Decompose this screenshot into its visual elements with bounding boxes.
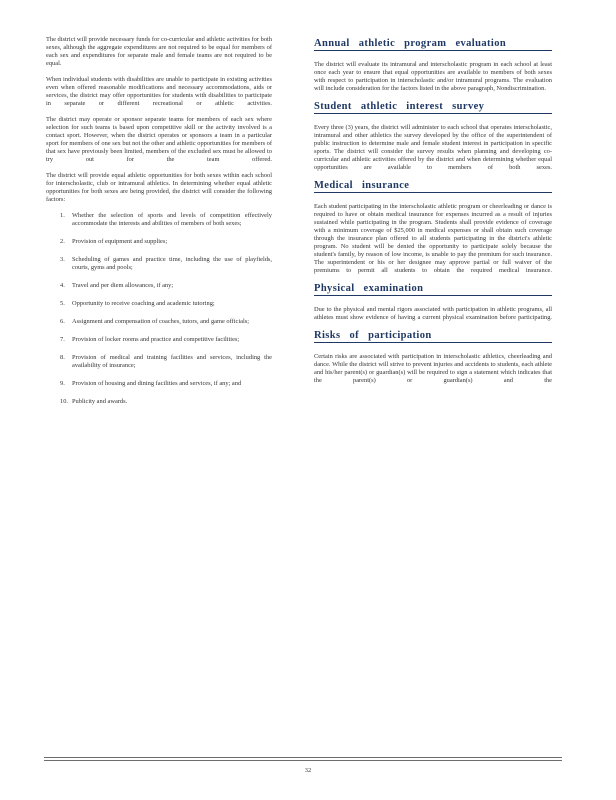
list-text: Opportunity to receive coaching and academic tutoring;	[72, 300, 215, 307]
list-number: 3.	[60, 256, 65, 263]
list-number: 10.	[60, 398, 68, 405]
list-number: 5.	[60, 300, 65, 307]
list-number: 9.	[60, 380, 65, 387]
left-column	[46, 36, 272, 416]
section-annual-evaluation	[314, 40, 552, 93]
list-item	[46, 318, 272, 326]
list-item	[46, 212, 272, 228]
section-heading: Risks of participation	[314, 332, 552, 343]
section-medical-insurance	[314, 182, 552, 275]
list-item	[46, 380, 272, 388]
list-text: Provision of equipment and supplies;	[72, 238, 168, 245]
list-item	[46, 354, 272, 370]
section-body: The district will evaluate its intramural and interscholastic program in each school at least once each year to ensure that equal opportunities are available to members of both sexes with respect to participation in interscholastic and/or intramural programs. The evaluation will include consideration for the factors listed in the above paragraph, Nondiscrimination.	[314, 61, 552, 92]
list-item	[46, 336, 272, 344]
list-text: Provision of medical and training facilities and services, including the availability of insurance;	[72, 354, 272, 369]
list-text: Assignment and compensation of coaches, tutors, and game officials;	[72, 318, 249, 325]
page-number: 32	[304, 767, 312, 774]
list-text: Provision of locker rooms and practice and competitive facilities;	[72, 336, 240, 343]
section-risks	[314, 332, 552, 385]
section-heading: Annual athletic program evaluation	[314, 40, 552, 51]
section-body: Every three (3) years, the district will administer to each school that operates interscholastic, intramural and other athletics the survey developed by the office of the superintendent of public instruction to determine male and female student interest in participation in specific sports. The district will consider the survey results when planning and developing co-curricular and athletic activities offered by the district and when determining whether equal opportunities are available to members of both sexes.	[314, 124, 552, 171]
factors-list	[46, 212, 272, 406]
list-item	[46, 398, 272, 406]
footer-rule-top	[44, 757, 562, 758]
section-heading: Student athletic interest survey	[314, 103, 552, 114]
list-item	[46, 282, 272, 290]
section-interest-survey	[314, 103, 552, 172]
list-item	[46, 238, 272, 246]
right-column	[314, 40, 552, 395]
section-physical-examination	[314, 285, 552, 322]
section-heading: Medical insurance	[314, 182, 552, 193]
paragraph-separate-teams: The district may operate or sponsor separate teams for members of each sex where selection for such teams is based upon competitive skill or the activity involved is a contact sport. However, when the district operates or sponsors a team in a particular sport for members of one sex but not the other and athletic opportunities for members of that sex have previously been limited, members of the excluded sex must be allowed to try out for the team offered.	[46, 116, 272, 163]
paragraph-disabilities: When individual students with disabilities are unable to participate in existing activities even when offered reasonable modifications and necessary accommodations, aids or services, the district may offer opportunities for students with disabilities to participate in separate or different recreational or athletic activities.	[46, 76, 272, 107]
list-number: 1.	[60, 212, 65, 219]
paragraph-funding: The district will provide necessary funds for co-curricular and athletic activities for both sexes, although the aggregate expenditures are not required to be equal for members of each sex and expenditures for separate male and female teams are not required to be equal.	[46, 36, 272, 67]
list-number: 7.	[60, 336, 65, 343]
paragraph-equal-opportunities: The district will provide equal athletic opportunities for both sexes within each school for interscholastic, club or intramural athletics. In determining whether equal athletic opportunities for both sexes are being provided, the district will consider the following factors:	[46, 172, 272, 203]
footer-rule-bottom	[44, 760, 562, 761]
list-number: 6.	[60, 318, 65, 325]
list-number: 8.	[60, 354, 65, 361]
section-body: Due to the physical and mental rigors associated with participation in athletic programs, all athletes must show evidence of having a current physical examination before participating.	[314, 306, 552, 321]
list-number: 4.	[60, 282, 65, 289]
section-body: Certain risks are associated with participation in interscholastic athletics, cheerleading and dance. While the district will strive to prevent injuries and accidents to students, each athlete and his/her parent(s) or guardian(s) will be required to sign a statement which indicates that the parent(s) or guardian(s) and the	[314, 353, 552, 384]
list-item	[46, 256, 272, 272]
list-text: Travel and per diem allowances, if any;	[72, 282, 174, 289]
list-number: 2.	[60, 238, 65, 245]
section-heading: Physical examination	[314, 285, 552, 296]
list-text: Provision of housing and dining facilities and services, if any; and	[72, 380, 242, 387]
list-item	[46, 300, 272, 308]
section-body: Each student participating in the interscholastic athletic program or cheerleading or dance is required to have or obtain medical insurance for expenses incurred as a result of injuries sustained while participating in the program. Students shall provide evidence of coverage with a minimum coverage of $25,000 in medical expenses or shall obtain such coverage through the insurance plan offered to all students participating in the district's athletic program. No student will be denied the opportunity to participate solely because the student's family, by reason of low income, is unable to pay the premium for such insurance. The superintendent or his or her designee may approve partial or full waiver of the premiums to permit all students to obtain the required medical insurance.	[314, 203, 552, 274]
list-text: Scheduling of games and practice time, including the use of playfields, courts, gyms and pools;	[72, 256, 272, 271]
list-text: Whether the selection of sports and levels of competition effectively accommodate the interests and abilities of members of both sexes;	[72, 212, 272, 227]
list-text: Publicity and awards.	[72, 398, 128, 405]
